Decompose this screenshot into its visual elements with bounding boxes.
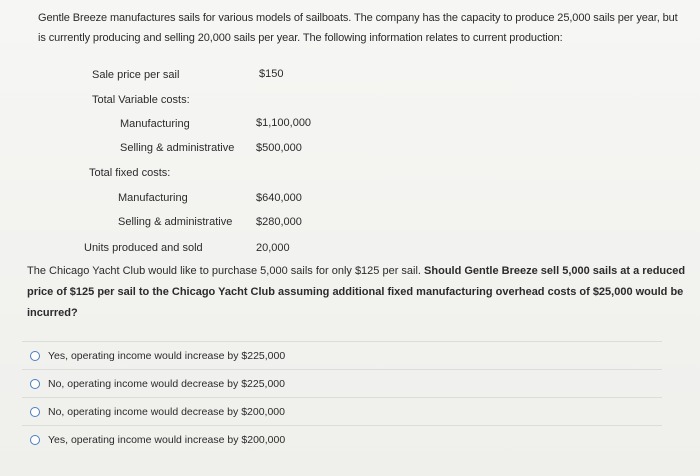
- sale-price-label: Sale price per sail: [92, 69, 180, 81]
- fixed-selling-label: Selling & administrative: [118, 216, 233, 228]
- radio-button-icon[interactable]: [30, 379, 40, 389]
- variable-manufacturing-label: Manufacturing: [120, 118, 190, 130]
- problem-intro: Gentle Breeze manufactures sails for various models of sailboats. The company has the capacity to produce 25,000 sails per year, but is currently producing and selling 20,000 sails per year. The following information relates to current production:: [38, 12, 678, 44]
- sale-price-value: $150: [259, 68, 284, 80]
- answer-option-2[interactable]: [22, 369, 662, 398]
- question-text: [27, 261, 687, 324]
- variable-selling-label: Selling & administrative: [120, 142, 235, 154]
- units-label: Units produced and sold: [84, 242, 203, 254]
- answer-option-label: No, operating income would decrease by $225,000: [48, 378, 285, 390]
- fixed-selling-value: $280,000: [256, 216, 302, 228]
- variable-manufacturing-value: $1,100,000: [256, 117, 312, 129]
- answer-option-4[interactable]: [22, 425, 662, 454]
- variable-costs-header: Total Variable costs:: [92, 94, 190, 106]
- radio-button-icon[interactable]: [30, 435, 40, 445]
- fixed-manufacturing-label: Manufacturing: [118, 192, 188, 204]
- variable-selling-value: $500,000: [256, 142, 302, 154]
- question-context: The Chicago Yacht Club would like to purchase 5,000 sails for only $125 per sail.: [27, 265, 425, 277]
- answer-option-label: No, operating income would decrease by $200,000: [48, 406, 285, 418]
- radio-button-icon[interactable]: [30, 407, 40, 417]
- answer-option-1[interactable]: [22, 341, 662, 370]
- answer-option-label: Yes, operating income would increase by $225,000: [48, 350, 286, 362]
- units-value: 20,000: [256, 242, 290, 254]
- fixed-costs-header: Total fixed costs:: [89, 167, 171, 179]
- radio-button-icon[interactable]: [30, 351, 40, 361]
- fixed-manufacturing-value: $640,000: [256, 192, 302, 204]
- question-prompt: Should Gentle Breeze sell 5,000 sails at a reduced price of $125 per sail to the Chicago Yacht Club assuming additional fixed manufacturing overhead costs of $25,000 would be incurred?: [27, 265, 686, 319]
- answer-option-3[interactable]: [22, 397, 662, 426]
- answer-option-label: Yes, operating income would increase by $200,000: [48, 434, 286, 446]
